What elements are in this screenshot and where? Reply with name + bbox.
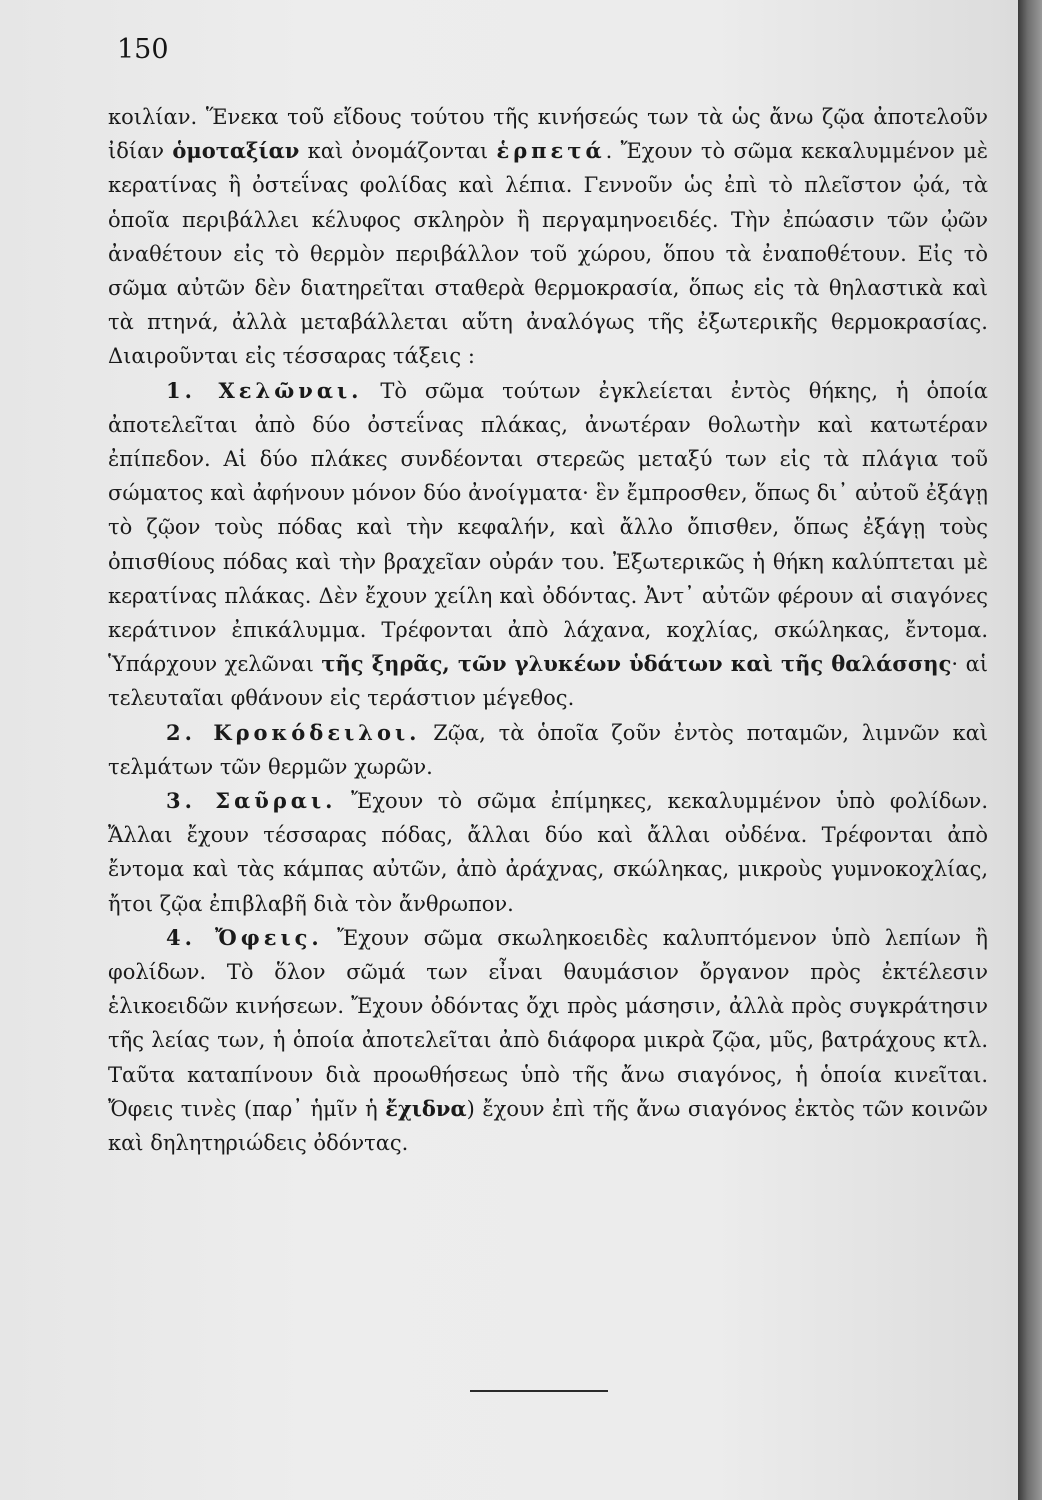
section-crocodiles — [108, 716, 988, 784]
turtles-text-2: · αἱ τελευταῖαι φθάνουν εἰς τεράστιον μέγεθος. — [108, 652, 988, 711]
intro-text-3: . Ἔχουν τὸ σῶμα κεκαλυμμένον μὲ κερατίνας ἢ ὀστεΐνας φολίδας καὶ λέπια. Γεννοῦν ὡς ἐπὶ τὸ πλεῖστον ᾠά, τὰ ὁποῖα περιβάλλει κέλυφος σκληρὸν ἢ περγαμηνοειδές. Τὴν ἐπώασιν τῶν ᾠῶν ἀναθέτουν εἰς τὸ θερμὸν περιβάλλον τοῦ χώρου, ὅπου τὰ ἐναποθέτουν. Εἰς τὸ σῶμα αὐτῶν δὲν διατηρεῖται σταθερὰ θερμοκρασία, ὅπως εἰς τὰ θηλαστικὰ καὶ τὰ πτηνά, ἀλλὰ μεταβάλλεται αὕτη ἀναλόγως τῆς ἐξωτερικῆς θερμοκρασίας. Διαιροῦνται εἰς τέσσαρας τάξεις : — [108, 139, 988, 369]
page-edge-shadow — [1018, 0, 1042, 1500]
intro-text-1: κοιλίαν. Ἕνεκα τοῦ εἴδους τούτου τῆς κινήσεώς των τὰ ὡς ἄνω ζῷα ἀποτελοῦν ἰδίαν — [108, 105, 988, 164]
heading-lizards: 3. Σαῦραι. — [166, 788, 337, 814]
heading-turtles: 1. Χελῶναι. — [166, 377, 363, 403]
section-turtles — [108, 374, 988, 716]
snakes-bold: ἔχιδνα — [385, 1095, 467, 1121]
intro-paragraph — [108, 100, 988, 374]
term-omotaxia: ὁμοταξίαν — [172, 138, 300, 164]
section-lizards — [108, 784, 988, 921]
turtles-text-1: Τὸ σῶμα τούτων ἐγκλείεται ἐντὸς θήκης, ἡ ὁποία ἀποτελεῖται ἀπὸ δύο ὀστεΐνας πλάκας, ἀνωτέραν θολωτὴν καὶ κατωτέραν ἐπίπεδον. Αἱ δύο πλάκες συνδέονται στερεῶς μεταξύ των εἰς τὰ πλάγια τοῦ σώματος καὶ ἀφήνουν μόνον δύο ἀνοίγματα· ἓν ἔμπροσθεν, ὅπως δι᾽ αὐτοῦ ἐξάγῃ τὸ ζῷον τοὺς πόδας καὶ τὴν κεφαλήν, καὶ ἄλλο ὄπισθεν, ὅπως ἐξάγῃ τοὺς ὀπισθίους πόδας καὶ τὴν βραχεῖαν οὐράν του. Ἐξωτερικῶς ἡ θήκη καλύπτεται μὲ κερατίνας πλάκας. Δὲν ἔχουν χείλη καὶ ὀδόντας. Ἀντ᾽ αὐτῶν φέρουν αἱ σιαγόνες κεράτινον ἐπικάλυμμα. Τρέφονται ἀπὸ λάχανα, κοχλίας, σκώληκας, ἔντομα. Ὑπάρχουν χελῶναι — [108, 378, 988, 677]
heading-snakes: 4. Ὄφεις. — [166, 924, 323, 950]
body-text — [108, 100, 988, 1160]
intro-text-2: καὶ ὀνομάζονται — [299, 139, 497, 164]
term-erpeta: ἑρπετά — [496, 138, 606, 164]
snakes-text-1: Ἔχουν σῶμα σκωληκοειδὲς καλυπτόμενον ὑπὸ λεπίων ἢ φολίδων. Τὸ ὅλον σῶμά των εἶναι θαυμάσιον ὄργανον πρὸς ἐκτέλεσιν ἑλικοειδῶν κινήσεων. Ἔχουν ὀδόντας ὄχι πρὸς μάσησιν, ἀλλὰ πρὸς συγκράτησιν τῆς λείας των, ἡ ὁποία ἀποτελεῖται ἀπὸ διάφορα μικρὰ ζῷα, μῦς, βατράχους κτλ. Ταῦτα καταπίνουν διὰ προωθήσεως ὑπὸ τῆς ἄνω σιαγόνος, ἡ ὁποία κινεῖται. Ὄφεις τινὲς (παρ᾽ ἡμῖν ἡ — [108, 925, 988, 1121]
heading-crocodiles: 2. Κροκόδειλοι. — [166, 719, 421, 745]
crocodiles-text: Ζῷα, τὰ ὁποῖα ζοῦν ἐντὸς ποταμῶν, λιμνῶν καὶ τελμάτων τῶν θερμῶν χωρῶν. — [108, 720, 988, 779]
lizards-text: Ἔχουν τὸ σῶμα ἐπίμηκες, κεκαλυμμένον ὑπὸ φολίδων. Ἄλλαι ἔχουν τέσσαρας πόδας, ἄλλαι δύο καὶ ἄλλαι οὐδένα. Τρέφονται ἀπὸ ἔντομα καὶ τὰς κάμπας αὐτῶν, ἀπὸ ἀράχνας, σκώληκας, μικροὺς γυμνοκοχλίας, ἤτοι ζῷα ἐπιβλαβῆ διὰ τὸν ἄνθρωπον. — [108, 789, 988, 916]
page-number: 150 — [117, 34, 169, 65]
turtles-bold: τῆς ξηρᾶς, τῶν γλυκέων ὑδάτων καὶ τῆς θαλάσσης — [321, 651, 952, 677]
section-snakes — [108, 921, 988, 1160]
section-divider — [470, 1390, 608, 1392]
snakes-text-2: ) ἔχουν ἐπὶ τῆς ἄνω σιαγόνος ἐκτὸς τῶν κοινῶν καὶ δηλητηριώδεις ὀδόντας. — [108, 1096, 988, 1156]
